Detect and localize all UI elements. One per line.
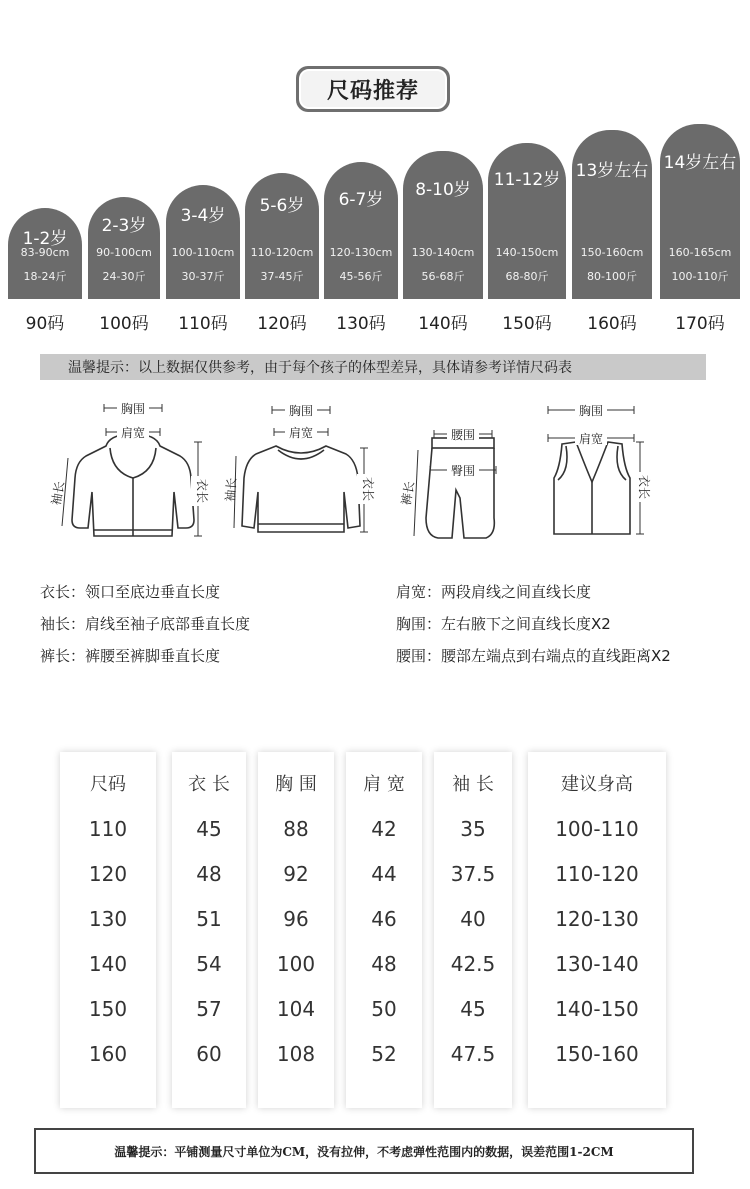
table-cell: 130 [88, 907, 128, 931]
bar-weight: 68-80斤 [505, 270, 549, 283]
table-cell: 48 [196, 862, 222, 886]
table-header: 胸 围 [275, 774, 317, 795]
bar-age: 8-10岁 [415, 180, 471, 200]
bar-weight: 45-56斤 [339, 270, 383, 283]
table-cell: 140-150 [555, 997, 639, 1021]
table-cell: 46 [371, 907, 397, 931]
table-cell: 150-160 [555, 1042, 639, 1066]
table-column-size [60, 752, 156, 1108]
bar-age: 11-12岁 [493, 170, 561, 190]
bar-age: 6-7岁 [338, 190, 384, 210]
bar-age: 14岁左右 [663, 153, 737, 173]
table-cell: 108 [276, 1042, 316, 1066]
table-header: 建议身高 [561, 774, 633, 795]
bar-age: 2-3岁 [101, 216, 147, 236]
table-cell: 96 [283, 907, 309, 931]
sleeve-label: 袖长 [222, 477, 240, 503]
title-badge [296, 66, 450, 112]
table-cell: 37.5 [450, 862, 496, 886]
definition-pants-length: 裤长：裤腰至裤脚垂直长度 [40, 647, 221, 665]
definitions-right [396, 576, 671, 672]
table-cell: 50 [371, 997, 397, 1021]
size-bar-170 [660, 124, 740, 299]
waist-label: 腰围 [450, 428, 476, 442]
size-code: 150码 [502, 314, 552, 334]
size-bar-110 [166, 185, 240, 299]
shoulder-label: 肩宽 [288, 426, 314, 440]
table-cell: 130-140 [555, 952, 639, 976]
pants-outline-icon [426, 438, 494, 538]
page-title: 尺码推荐 [299, 69, 447, 109]
size-code: 140码 [418, 314, 468, 334]
definition-shoulder: 肩宽：两段肩线之间直线长度 [396, 583, 592, 601]
table-header: 肩 宽 [363, 774, 405, 795]
table-cell: 54 [196, 952, 222, 976]
table-cell: 44 [371, 862, 397, 886]
bar-age: 13岁左右 [575, 161, 649, 181]
shoulder-label: 肩宽 [120, 426, 146, 440]
bar-age: 3-4岁 [180, 206, 226, 226]
chest-label: 胸围 [120, 402, 146, 416]
table-cell: 45 [460, 997, 486, 1021]
reference-notice: 温馨提示：以上数据仅供参考，由于每个孩子的体型差异，具体请参考详情尺码表 [40, 354, 706, 380]
definition-chest: 胸围：左右腋下之间直线长度X2 [396, 615, 611, 633]
table-cell: 120 [88, 862, 128, 886]
size-bar-120 [245, 173, 319, 299]
length-label: 衣长 [361, 476, 375, 502]
table-cell: 104 [276, 997, 316, 1021]
definition-waist: 腰围：腰部左端点到右端点的直线距离X2 [396, 647, 671, 665]
size-code: 100码 [99, 314, 149, 334]
size-code: 130码 [336, 314, 386, 334]
vest-outline-icon [554, 442, 630, 534]
chest-label: 胸围 [288, 404, 314, 418]
bar-weight: 56-68斤 [421, 270, 465, 283]
table-cell: 92 [283, 862, 309, 886]
measurement-notice: 温馨提示：平铺测量尺寸单位为CM，没有拉伸，不考虑弹性范围内的数据，误差范围1-2CM [34, 1128, 694, 1174]
table-cell: 45 [196, 817, 222, 841]
bar-height: 150-160cm [580, 246, 644, 259]
sweatshirt-diagram [222, 398, 376, 548]
table-column-length [172, 752, 246, 1108]
table-header: 尺码 [90, 774, 126, 795]
table-cell: 60 [196, 1042, 222, 1066]
table-cell: 52 [371, 1042, 397, 1066]
bar-height: 140-150cm [495, 246, 559, 259]
bar-height: 120-130cm [329, 246, 393, 259]
size-bar-160 [572, 130, 652, 299]
jacket-diagram [48, 398, 218, 548]
table-cell: 40 [460, 907, 486, 931]
sweatshirt-outline-icon [242, 446, 360, 532]
bar-height: 90-100cm [96, 246, 152, 259]
table-cell: 100-110 [555, 817, 639, 841]
table-cell: 110 [88, 817, 128, 841]
bar-weight: 100-110斤 [671, 270, 729, 283]
bar-height: 160-165cm [668, 246, 732, 259]
size-code: 160码 [587, 314, 637, 334]
bar-height: 83-90cm [20, 246, 70, 259]
bar-height: 100-110cm [171, 246, 235, 259]
table-cell: 160 [88, 1042, 128, 1066]
bar-weight: 80-100斤 [587, 270, 637, 283]
pants-diagram [396, 398, 516, 548]
bar-weight: 24-30斤 [102, 270, 146, 283]
bar-weight: 37-45斤 [260, 270, 304, 283]
table-cell: 48 [371, 952, 397, 976]
table-cell: 100 [276, 952, 316, 976]
table-header: 衣 长 [188, 774, 230, 795]
vest-diagram [530, 398, 660, 548]
sleeve-label: 袖长 [49, 480, 68, 507]
bar-weight: 30-37斤 [181, 270, 225, 283]
definition-sleeve: 袖长：肩线至袖子底部垂直长度 [40, 615, 251, 633]
bar-height: 110-120cm [250, 246, 314, 259]
table-cell: 57 [196, 997, 222, 1021]
size-code: 170码 [675, 314, 725, 334]
shoulder-label: 肩宽 [578, 432, 604, 446]
table-cell: 120-130 [555, 907, 639, 931]
table-column-sleeve [434, 752, 512, 1108]
table-cell: 51 [196, 907, 222, 931]
table-cell: 42.5 [450, 952, 496, 976]
table-column-height [528, 752, 666, 1108]
table-column-chest [258, 752, 334, 1108]
size-bar-130 [324, 162, 398, 299]
bar-height: 130-140cm [411, 246, 475, 259]
pants-length-label: 裤长 [399, 480, 418, 507]
size-code: 110码 [178, 314, 228, 334]
table-column-shoulder [346, 752, 422, 1108]
jacket-outline-icon [72, 434, 194, 536]
table-cell: 110-120 [555, 862, 639, 886]
size-code: 120码 [257, 314, 307, 334]
length-label: 衣长 [637, 474, 651, 500]
bar-weight: 18-24斤 [23, 270, 67, 283]
table-cell: 150 [88, 997, 128, 1021]
table-cell: 35 [460, 817, 486, 841]
definitions-left [40, 576, 250, 672]
table-cell: 47.5 [450, 1042, 496, 1066]
length-label: 衣长 [195, 478, 209, 504]
size-bar-150 [488, 143, 566, 299]
size-bar-140 [403, 151, 483, 299]
table-cell: 140 [88, 952, 128, 976]
hip-label: 臀围 [450, 464, 476, 478]
table-cell: 42 [371, 817, 397, 841]
definition-body-length: 衣长：领口至底边垂直长度 [40, 583, 221, 601]
bar-age: 1-2岁 [22, 229, 68, 249]
bar-age: 5-6岁 [259, 196, 305, 216]
chest-label: 胸围 [578, 404, 604, 418]
size-code: 90码 [25, 314, 65, 334]
table-cell: 88 [283, 817, 309, 841]
size-bar-100 [88, 197, 160, 299]
size-bar-90 [8, 208, 82, 299]
table-header: 袖 长 [452, 774, 494, 795]
